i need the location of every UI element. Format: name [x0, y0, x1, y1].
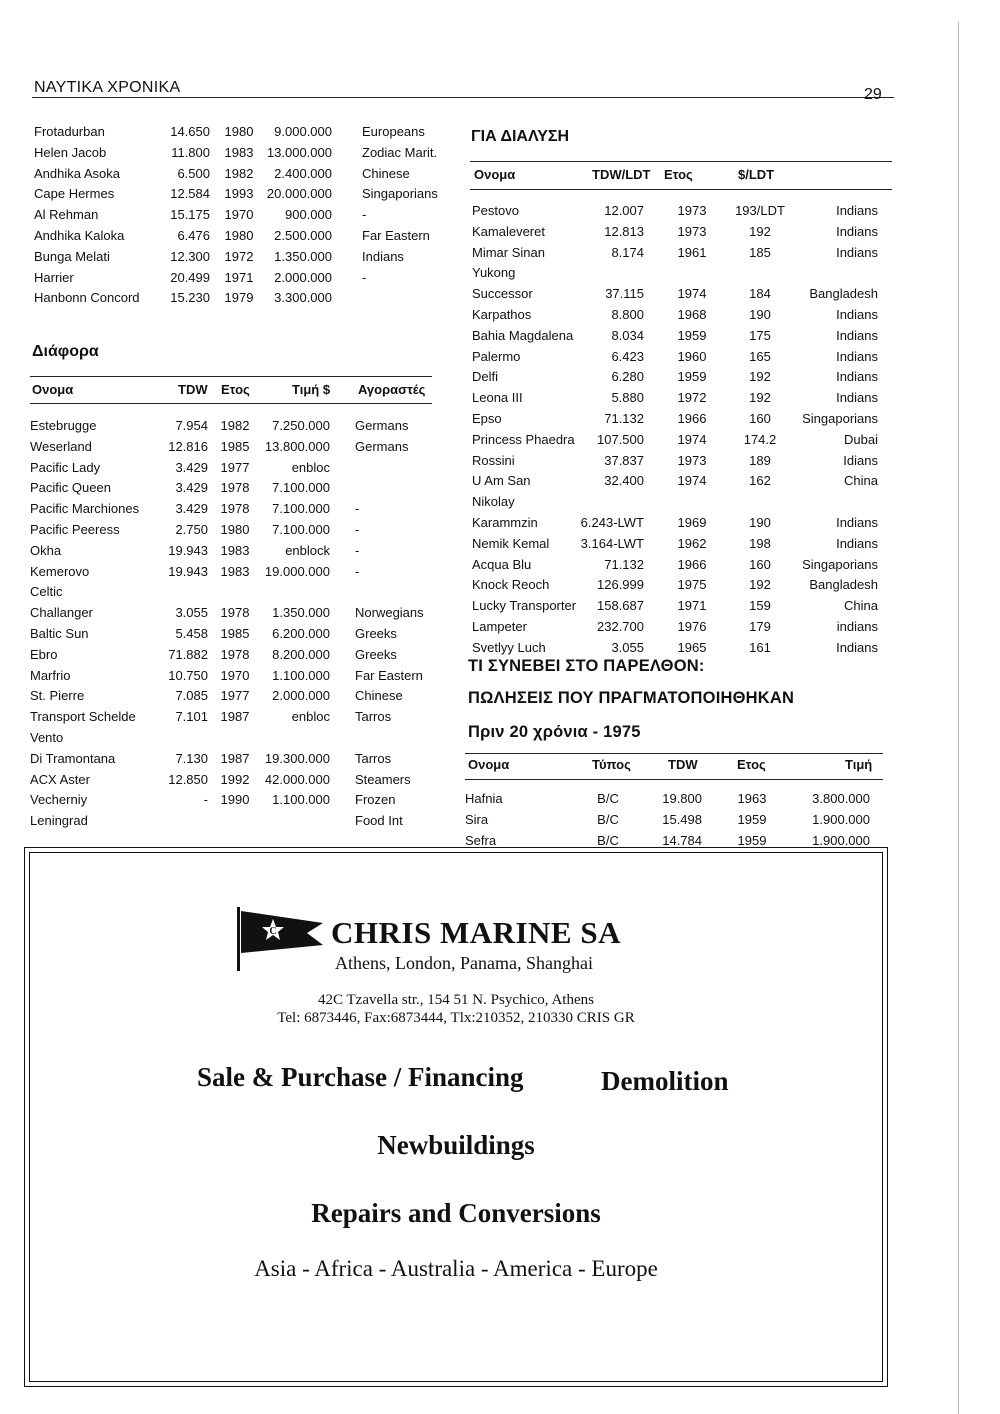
year: 1959	[677, 369, 707, 385]
history-table-header	[0, 757, 900, 775]
tdw-ldt: 232.700	[597, 618, 644, 634]
price: 1.100.000	[272, 792, 330, 808]
history-col-name: Ονομα	[468, 757, 510, 772]
misc-col-price: Τιμή $	[292, 382, 331, 397]
tdw-ldt: 158.687	[597, 598, 644, 614]
tdw-ldt: 8.800	[611, 306, 644, 322]
year: 1974	[677, 473, 707, 489]
price: 42.000.000	[264, 771, 330, 787]
tdw: 7.101	[175, 709, 208, 725]
type: B/C	[597, 791, 619, 806]
year: 1987	[220, 750, 250, 766]
vessel-name: Karpathos	[472, 306, 532, 322]
buyer: Indians	[836, 327, 878, 343]
service-sale-purchase: Sale & Purchase / Financing	[197, 1062, 524, 1092]
year: 1972	[224, 248, 254, 264]
buyer: Indians	[836, 306, 878, 322]
price: 13.000.000	[266, 144, 332, 160]
vessel-name: Leona III	[472, 390, 523, 406]
demolition-col-price: $/LDT	[738, 167, 775, 182]
tdw-ldt: 6.243-LWT	[580, 514, 644, 530]
tdw-ldt: 8.174	[611, 244, 644, 260]
buyer: Indians	[836, 369, 878, 385]
price-per-ldt: 185	[749, 244, 771, 260]
year: 1990	[220, 792, 250, 808]
price: 1.100.000	[272, 667, 330, 683]
tdw: 15.175	[170, 207, 210, 223]
history-col-year: Ετος	[737, 757, 766, 772]
tdw: 12.816	[168, 438, 208, 454]
history-period: Πριν 20 χρόνια - 1975	[468, 723, 641, 741]
year: 1970	[220, 667, 250, 683]
vessel-name: Di Tramontana	[30, 750, 116, 766]
vessel-name: Karammzin	[472, 514, 538, 530]
demolition-col-tdw: TDW/LDT	[592, 167, 651, 182]
buyer: Indians	[836, 535, 878, 551]
demolition-table-header	[0, 167, 900, 185]
tdw-ldt: 5.880	[611, 390, 644, 406]
price-per-ldt: 190	[749, 514, 771, 530]
demolition-header-rule-bottom	[470, 189, 892, 190]
buyer: Idians	[843, 452, 878, 468]
tdw: 20.499	[170, 269, 210, 285]
company-offices: Athens, London, Panama, Shanghai	[335, 953, 593, 973]
vessel-name: Vento	[30, 729, 64, 745]
buyer: Bangladesh	[809, 577, 878, 593]
buyer: Indians	[836, 244, 878, 260]
year: 1985	[220, 625, 250, 641]
year: 1974	[677, 431, 707, 447]
buyer: Tarros	[355, 750, 392, 766]
tdw: 6.476	[177, 227, 210, 243]
vessel-name: Weserland	[30, 438, 92, 454]
year: 1969	[677, 514, 707, 530]
vessel-name: Bunga Melati	[34, 248, 110, 264]
buyer: -	[362, 269, 367, 285]
buyer: Greeks	[355, 625, 397, 641]
buyer: Indians	[836, 514, 878, 530]
vessel-name: Delfi	[472, 369, 499, 385]
price: 7.100.000	[272, 521, 330, 537]
price: 2.400.000	[274, 165, 332, 181]
year: 1971	[224, 269, 254, 285]
service-demolition: Demolition	[601, 1066, 729, 1096]
vessel-name: Kemerovo	[30, 563, 90, 579]
year: 1965	[677, 639, 707, 655]
tdw: 7.085	[175, 688, 208, 704]
misc-col-year: Ετος	[221, 382, 250, 397]
tdw: 5.458	[175, 625, 208, 641]
year: 1978	[220, 501, 250, 517]
company-contact: Tel: 6873446, Fax:6873444, Tlx:210352, 210330 CRIS GR	[277, 1010, 635, 1026]
tdw: 14.784	[662, 832, 702, 848]
year: 1977	[220, 688, 250, 704]
tdw-ldt: 71.132	[604, 410, 644, 426]
year: 1978	[220, 605, 250, 621]
vessel-name: Leningrad	[30, 813, 88, 829]
year: 1983	[220, 542, 250, 558]
price: 2.000.000	[274, 269, 332, 285]
demolition-header-rule-top	[470, 161, 892, 162]
misc-header-rule-top	[30, 376, 432, 377]
tdw-ldt: 126.999	[597, 577, 644, 593]
year: 1970	[224, 207, 254, 223]
price-per-ldt: 193/LDT	[735, 203, 785, 218]
tdw-ldt: 8.034	[611, 327, 644, 343]
year: 1983	[220, 563, 250, 579]
tdw: 19.800	[662, 791, 702, 806]
tdw-ldt: 37.115	[605, 286, 644, 302]
company-address: 42C Tzavella str., 154 51 N. Psychico, Athens	[318, 992, 594, 1008]
tdw-ldt: 107.500	[597, 431, 644, 447]
buyer: Indians	[836, 390, 878, 406]
demolition-section-title: ΓΙΑ ΔΙΑΛΥΣΗ	[471, 128, 570, 145]
page-edge	[958, 22, 959, 1414]
misc-col-buyers: Αγοραστές	[358, 382, 426, 397]
price: 7.100.000	[272, 480, 330, 496]
service-regions: Asia - Africa - Australia - America - Europe	[254, 1256, 658, 1281]
price: 1.900.000	[812, 832, 870, 848]
vessel-name: Yukong	[472, 265, 516, 281]
vessel-name: Acqua Blu	[472, 556, 532, 572]
vessel-name: Epso	[472, 410, 502, 426]
year: 1966	[677, 410, 707, 426]
year: 1963	[737, 791, 767, 806]
tdw: 12.584	[170, 186, 210, 202]
vessel-name: Hanbonn Concord	[34, 290, 140, 306]
vessel-name: Bahia Magdalena	[472, 327, 574, 343]
buyer: Indians	[362, 248, 404, 264]
price: 1.900.000	[812, 811, 870, 827]
vessel-name: Helen Jacob	[34, 144, 107, 160]
type: B/C	[597, 832, 619, 848]
year: 1973	[677, 203, 707, 218]
vessel-name: Lampeter	[472, 618, 527, 634]
tdw-ldt: 12.007	[604, 203, 644, 218]
year: 1979	[224, 290, 254, 306]
history-col-type: Τύπος	[592, 757, 631, 772]
tdw: 7.954	[175, 418, 208, 433]
buyer: Indians	[836, 348, 878, 364]
price-per-ldt: 165	[749, 348, 771, 364]
buyer: Singaporians	[802, 410, 878, 426]
vessel-name: Kamaleveret	[472, 223, 545, 239]
page-number: 29	[864, 86, 882, 103]
year: 1959	[677, 327, 707, 343]
advertisement-box	[24, 847, 888, 1387]
price-per-ldt: 179	[749, 618, 771, 634]
year: 1977	[220, 459, 250, 475]
misc-table-header	[0, 382, 440, 400]
tdw-ldt: 3.055	[611, 639, 644, 655]
year: 1975	[677, 577, 707, 593]
tdw: 15.230	[170, 290, 210, 306]
year: 1961	[677, 244, 707, 260]
buyer: China	[844, 473, 878, 489]
price: 900.000	[285, 207, 332, 223]
buyer: Chinese	[362, 165, 410, 181]
tdw: -	[203, 792, 208, 808]
vessel-name: Princess Phaedra	[472, 431, 575, 447]
price-per-ldt: 192	[749, 390, 771, 406]
year: 1980	[220, 521, 250, 537]
year: 1976	[677, 618, 707, 634]
tdw-ldt: 12.813	[604, 223, 644, 239]
price-per-ldt: 189	[749, 452, 771, 468]
price-per-ldt: 190	[749, 306, 771, 322]
buyer: China	[844, 598, 878, 614]
price: 9.000.000	[274, 124, 332, 139]
buyer: Singaporians	[802, 556, 878, 572]
tdw-ldt: 37.837	[604, 452, 644, 468]
tdw-ldt: 3.164-LWT	[580, 535, 644, 551]
year: 1971	[677, 598, 707, 614]
year: 1968	[677, 306, 707, 322]
buyer: -	[355, 563, 360, 579]
history-heading: ΤΙ ΣΥΝΕΒΕΙ ΣΤΟ ΠΑΡΕΛΘΟΝ:	[468, 657, 705, 675]
tdw: 19.943	[168, 542, 208, 558]
price: 1.350.000	[274, 248, 332, 264]
price-per-ldt: 160	[749, 556, 771, 572]
buyer: Food Int	[355, 813, 403, 829]
vessel-name: Marfrio	[30, 667, 71, 683]
vessel-name: Vecherniy	[30, 792, 88, 808]
price-per-ldt: 175	[749, 327, 771, 343]
vessel-name: ACX Aster	[30, 771, 90, 787]
tdw: 3.055	[175, 605, 208, 621]
vessel-name: Pacific Lady	[30, 459, 101, 475]
misc-section-title: Διάφορα	[32, 343, 99, 360]
misc-header-rule-bottom	[30, 403, 432, 404]
tdw: 3.429	[175, 459, 208, 475]
tdw: 14.650	[170, 124, 210, 139]
vessel-name: Andhika Asoka	[34, 165, 121, 181]
misc-col-name: Ονομα	[32, 382, 74, 397]
tdw-ldt: 6.280	[611, 369, 644, 385]
tdw-ldt: 6.423	[611, 348, 644, 364]
year: 1978	[220, 480, 250, 496]
vessel-name: Cape Hermes	[34, 186, 115, 202]
price: 6.200.000	[272, 625, 330, 641]
buyer: Germans	[355, 418, 409, 433]
price: 13.800.000	[264, 438, 330, 454]
history-col-price: Τιμή	[845, 757, 873, 772]
service-newbuildings: Newbuildings	[377, 1130, 535, 1160]
price: 1.350.000	[272, 605, 330, 621]
year: 1982	[224, 165, 254, 181]
tdw: 3.429	[175, 501, 208, 517]
price-per-ldt: 159	[749, 598, 771, 614]
price: 2.000.000	[272, 688, 330, 704]
running-header: ΝΑΥΤΙΚΑ ΧΡΟΝΙΚΑ	[34, 79, 181, 96]
vessel-name: Mimar Sinan	[472, 244, 545, 260]
year: 1980	[224, 227, 254, 243]
vessel-name: Challanger	[30, 605, 93, 621]
year: 1978	[220, 646, 250, 662]
price-per-ldt: 160	[749, 410, 771, 426]
buyer: Steamers	[355, 771, 411, 787]
history-header-rule-top	[465, 753, 883, 754]
vessel-name: Pacific Queen	[30, 480, 111, 496]
tdw: 7.130	[175, 750, 208, 766]
vessel-name: Palermo	[472, 348, 521, 364]
price: 7.250.000	[272, 418, 330, 433]
flag-icon	[237, 905, 327, 973]
vessel-name: Frotadurban	[34, 124, 105, 139]
tdw: 12.850	[168, 771, 208, 787]
year: 1973	[677, 223, 707, 239]
vessel-name: Harrier	[34, 269, 74, 285]
tdw: 6.500	[177, 165, 210, 181]
year: 1960	[677, 348, 707, 364]
vessel-name: Al Rehman	[34, 207, 99, 223]
tdw-ldt: 71.132	[604, 556, 644, 572]
price-per-ldt: 192	[749, 223, 771, 239]
year: 1962	[677, 535, 707, 551]
buyer: -	[355, 521, 360, 537]
year: 1985	[220, 438, 250, 454]
price: 7.100.000	[272, 501, 330, 517]
vessel-name: Lucky Transporter	[472, 598, 577, 614]
price-per-ldt: 184	[749, 286, 771, 302]
year: 1974	[677, 286, 707, 302]
price-per-ldt: 161	[749, 639, 771, 655]
buyer: indians	[836, 618, 878, 634]
tdw: 12.300	[170, 248, 210, 264]
vessel-name: St. Pierre	[30, 688, 85, 704]
price: 20.000.000	[266, 186, 332, 202]
buyer: Europeans	[362, 124, 425, 139]
buyer: Chinese	[355, 688, 403, 704]
price-per-ldt: 174.2	[743, 431, 777, 447]
price: enbloc	[291, 459, 330, 475]
year: 1993	[224, 186, 254, 202]
vessel-name: Celtic	[30, 584, 63, 600]
buyer: Norwegians	[355, 605, 424, 621]
vessel-name: Svetlyy Luch	[472, 639, 546, 655]
history-col-tdw: TDW	[668, 757, 698, 772]
tdw: 15.498	[662, 811, 702, 827]
tdw: 2.750	[175, 521, 208, 537]
buyer: Zodiac Marit.	[362, 144, 438, 160]
buyer: Greeks	[355, 646, 397, 662]
history-header-rule-bottom	[465, 779, 883, 780]
buyer: Tarros	[355, 709, 392, 725]
price: 3.800.000	[812, 791, 870, 806]
buyer: Far Eastern	[355, 667, 423, 683]
vessel-name: Nemik Kemal	[472, 535, 550, 551]
buyer: Frozen	[355, 792, 396, 808]
vessel-name: Pacific Peeress	[30, 521, 120, 537]
vessel-name: Baltic Sun	[30, 625, 89, 641]
year: 1980	[224, 124, 254, 139]
price-per-ldt: 162	[749, 473, 771, 489]
price-per-ldt: 192	[749, 577, 771, 593]
demolition-col-name: Ονομα	[474, 167, 516, 182]
vessel-name: U Am San	[472, 473, 531, 489]
vessel-name: Successor	[472, 286, 533, 302]
tdw-ldt: 32.400	[604, 473, 644, 489]
vessel-name: Transport Schelde	[30, 709, 136, 725]
year: 1972	[677, 390, 707, 406]
price: 19.000.000	[264, 563, 330, 579]
misc-col-tdw: TDW	[178, 382, 208, 397]
buyer: -	[355, 501, 360, 517]
flag-logo	[237, 905, 327, 973]
vessel-name: Hafnia	[465, 791, 503, 806]
buyer: Indians	[836, 203, 878, 218]
buyer: Far Eastern	[362, 227, 430, 243]
buyer: Dubai	[844, 431, 878, 447]
vessel-name: Ebro	[30, 646, 58, 662]
vessel-name: Okha	[30, 542, 62, 558]
year: 1959	[737, 811, 767, 827]
history-subheading: ΠΩΛΗΣΕΙΣ ΠΟΥ ΠΡΑΓΜΑΤΟΠΟΙΗΘΗΚΑΝ	[468, 689, 795, 707]
price-per-ldt: 198	[749, 535, 771, 551]
year: 1959	[737, 832, 767, 848]
header-rule	[32, 97, 894, 98]
tdw: 19.943	[168, 563, 208, 579]
buyer: Germans	[355, 438, 409, 454]
buyer: Indians	[836, 223, 878, 239]
price: 8.200.000	[272, 646, 330, 662]
company-name: CHRIS MARINE SA	[331, 915, 621, 950]
year: 1966	[677, 556, 707, 572]
buyer: Singaporians	[362, 186, 438, 202]
price: enbloc	[291, 709, 330, 725]
price-per-ldt: 192	[749, 369, 771, 385]
buyer: -	[362, 207, 367, 223]
price: enblock	[285, 542, 330, 558]
year: 1982	[220, 418, 250, 433]
buyer: Bangladesh	[809, 286, 878, 302]
demolition-col-year: Ετος	[664, 167, 693, 182]
flag-letter: C	[269, 926, 277, 937]
vessel-name: Knock Reoch	[472, 577, 550, 593]
vessel-name: Sira	[465, 811, 489, 827]
year: 1973	[677, 452, 707, 468]
price: 2.500.000	[274, 227, 332, 243]
vessel-name: Sefra	[465, 832, 497, 848]
tdw: 11.800	[171, 144, 210, 160]
vessel-name: Andhika Kaloka	[34, 227, 125, 243]
vessel-name: Estebrugge	[30, 418, 97, 433]
vessel-name: Pacific Marchiones	[30, 501, 140, 517]
tdw: 10.750	[168, 667, 208, 683]
type: B/C	[597, 811, 619, 827]
tdw: 3.429	[175, 480, 208, 496]
price: 3.300.000	[274, 290, 332, 306]
vessel-name: Rossini	[472, 452, 515, 468]
year: 1992	[220, 771, 250, 787]
buyer: -	[355, 542, 360, 558]
buyer: Indians	[836, 639, 878, 655]
vessel-name: Nikolay	[472, 494, 515, 510]
vessel-name: Pestovo	[472, 203, 519, 218]
year: 1987	[220, 709, 250, 725]
tdw: 71.882	[168, 646, 208, 662]
service-repairs: Repairs and Conversions	[311, 1198, 601, 1228]
price: 19.300.000	[264, 750, 330, 766]
year: 1983	[224, 144, 254, 160]
